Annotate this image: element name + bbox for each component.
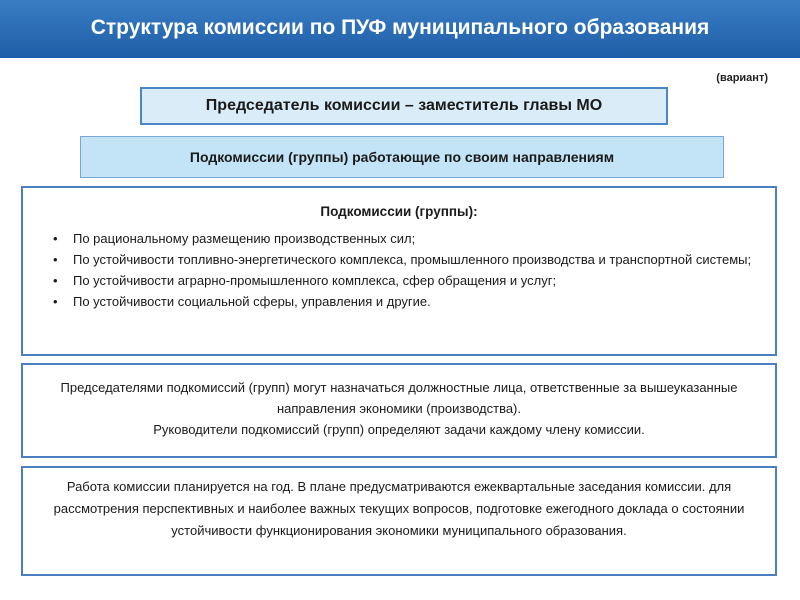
list-item: • По устойчивости аграрно-промышленного комплекса, сфер обращения и услуг; [53, 270, 761, 291]
groups-list [23, 228, 775, 312]
list-item: • По устойчивости социальной сферы, управления и другие. [53, 291, 761, 312]
list-item: • По устойчивости топливно-энергетического комплекса, промышленного производства и транспортной системы; [53, 249, 761, 270]
header-bar [0, 0, 800, 58]
chairs-appointment-text: Председателями подкомиссий (групп) могут назначаться должностные лица, ответственные за вышеуказанные направления экономики (производства). [60, 380, 738, 416]
variant-label: (вариант) [716, 72, 768, 84]
list-item: • По рациональному размещению производственных сил; [53, 228, 761, 249]
subcommission-chairs-box [21, 363, 777, 458]
chairs-tasks-text: Руководители подкомиссий (групп) определяют задачи каждому члену комиссии. [153, 422, 645, 437]
subcommissions-box: Подкомиссии (группы) работающие по своим направлениям [80, 136, 724, 178]
page-title: Структура комиссии по ПУФ муниципального образования [90, 16, 710, 39]
commission-work-text: Работа комиссии планируется на год. В плане предусматриваются ежеквартальные заседания комиссии. для рассмотрения перспективных и наиболее важных текущих вопросов, подготовке ежегодного доклада о состоянии устойчивости функционирования экономики муниципального образования. [53, 479, 745, 538]
commission-work-box [21, 466, 777, 576]
chairman-box: Председатель комиссии – заместитель главы МО [140, 87, 668, 125]
groups-title: Подкомиссии (группы): [320, 204, 478, 219]
subcommission-groups-box [21, 186, 777, 356]
